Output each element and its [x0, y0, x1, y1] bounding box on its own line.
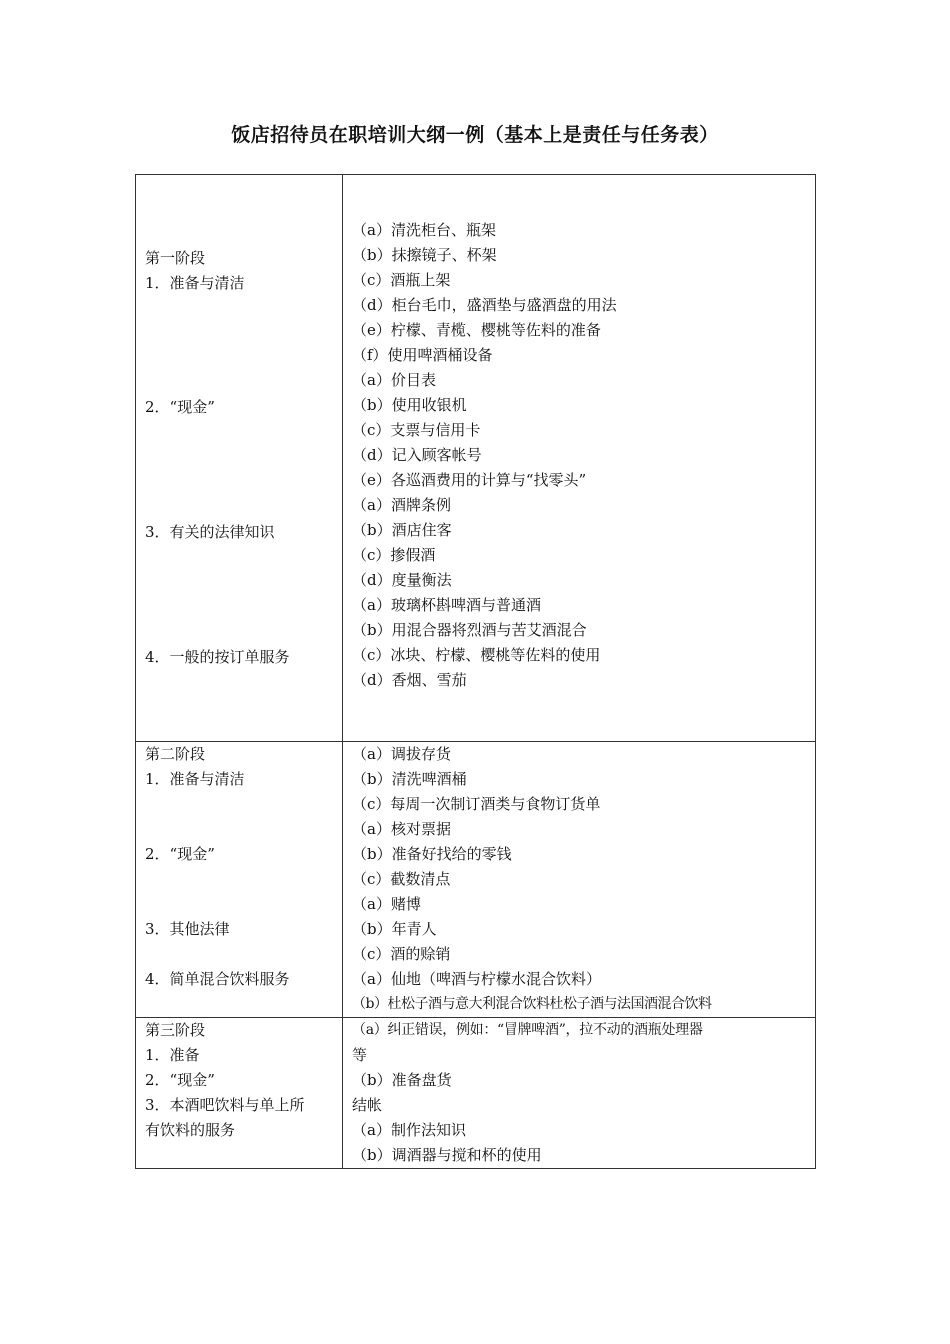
- task-item: （a）价目表: [352, 371, 436, 389]
- task-item: （d）度量衡法: [352, 571, 452, 589]
- task-item: （b）使用收银机: [352, 396, 467, 414]
- topic-item: 1．准备与清洁: [145, 274, 245, 292]
- task-item: （b）抹擦镜子、杯架: [352, 246, 497, 264]
- training-table: [135, 174, 816, 1169]
- topic-item: 2．“现金”: [145, 398, 215, 416]
- task-item: （b）准备好找给的零钱: [352, 845, 512, 863]
- topic-item: 2．“现金”: [145, 1071, 215, 1089]
- task-item: （b）清洗啤酒桶: [352, 770, 467, 788]
- task-item: （b）年青人: [352, 920, 437, 938]
- task-item: （c）掺假酒: [352, 546, 436, 564]
- task-item: （b）酒店住客: [352, 521, 452, 539]
- stage-heading: 第二阶段: [145, 745, 206, 763]
- topic-item: 2．“现金”: [145, 845, 215, 863]
- stage-2-row: [136, 741, 815, 1017]
- stage-3-topics: [136, 1018, 343, 1168]
- task-item: （f）使用啤酒桶设备: [352, 346, 493, 364]
- topic-item: 4．简单混合饮料服务: [145, 970, 290, 988]
- task-item: （c）支票与信用卡: [352, 421, 481, 439]
- stage-1-row: [136, 175, 815, 741]
- task-item: （c）截数清点: [352, 870, 451, 888]
- task-item: （c）冰块、柠檬、樱桃等佐料的使用: [352, 646, 601, 664]
- task-item: （c）酒瓶上架: [352, 271, 451, 289]
- task-item: （b）用混合器将烈酒与苦艾酒混合: [352, 621, 587, 639]
- task-item: （a）赌博: [352, 895, 421, 913]
- stage-heading: 第三阶段: [145, 1021, 206, 1039]
- task-item: （c）每周一次制订酒类与食物订货单: [352, 795, 601, 813]
- stage-1-topics: [136, 175, 343, 741]
- topic-item: 4．一般的按订单服务: [145, 648, 290, 666]
- topic-item: 有饮料的服务: [145, 1121, 236, 1139]
- task-item: （e）柠檬、青榄、樱桃等佐料的准备: [352, 321, 601, 339]
- task-item: （e）各巡酒费用的计算与“找零头”: [352, 471, 587, 489]
- page-title: 饭店招待员在职培训大纲一例（基本上是责任与任务表）: [231, 124, 719, 146]
- topic-item: 1．准备与清洁: [145, 770, 245, 788]
- stage-3-row: [136, 1017, 815, 1168]
- task-item: （b）杜松子酒与意大利混合饮料杜松子酒与法国酒混合饮料: [352, 996, 712, 1012]
- task-item: （a）酒牌条例: [352, 496, 451, 514]
- stage-1-tasks: [343, 175, 815, 741]
- task-item: （a）清洗柜台、瓶架: [352, 221, 496, 239]
- task-item: （a）仙地（啤酒与柠檬水混合饮料）: [352, 970, 601, 988]
- stage-heading: 第一阶段: [145, 249, 206, 267]
- task-item: （a）制作法知识: [352, 1121, 466, 1139]
- topic-item: 3．其他法律: [145, 920, 230, 938]
- topic-item: 1．准备: [145, 1046, 200, 1064]
- task-item: （a）玻璃杯斟啤酒与普通酒: [352, 596, 541, 614]
- task-item: 等: [352, 1046, 368, 1064]
- task-item: （a）纠正错误，例如：“冒牌啤酒”，拉不动的酒瓶处理器: [352, 1022, 703, 1038]
- task-item: （d）香烟、雪茄: [352, 671, 467, 689]
- task-item: （b）准备盘货: [352, 1071, 452, 1089]
- stage-2-topics: [136, 742, 343, 1017]
- task-item: （d）柜台毛巾，盛酒垫与盛酒盘的用法: [352, 296, 617, 314]
- task-item: （a）核对票据: [352, 820, 451, 838]
- task-item: （d）记入顾客帐号: [352, 446, 482, 464]
- stage-3-tasks: [343, 1018, 815, 1168]
- task-item: （a）调拔存货: [352, 745, 451, 763]
- task-item: 结帐: [352, 1096, 383, 1114]
- task-item: （c）酒的赊销: [352, 945, 451, 963]
- topic-item: 3．有关的法律知识: [145, 523, 275, 541]
- topic-item: 3．本酒吧饮料与单上所: [145, 1096, 305, 1114]
- task-item: （b）调酒器与搅和杯的使用: [352, 1146, 542, 1164]
- stage-2-tasks: [343, 742, 815, 1017]
